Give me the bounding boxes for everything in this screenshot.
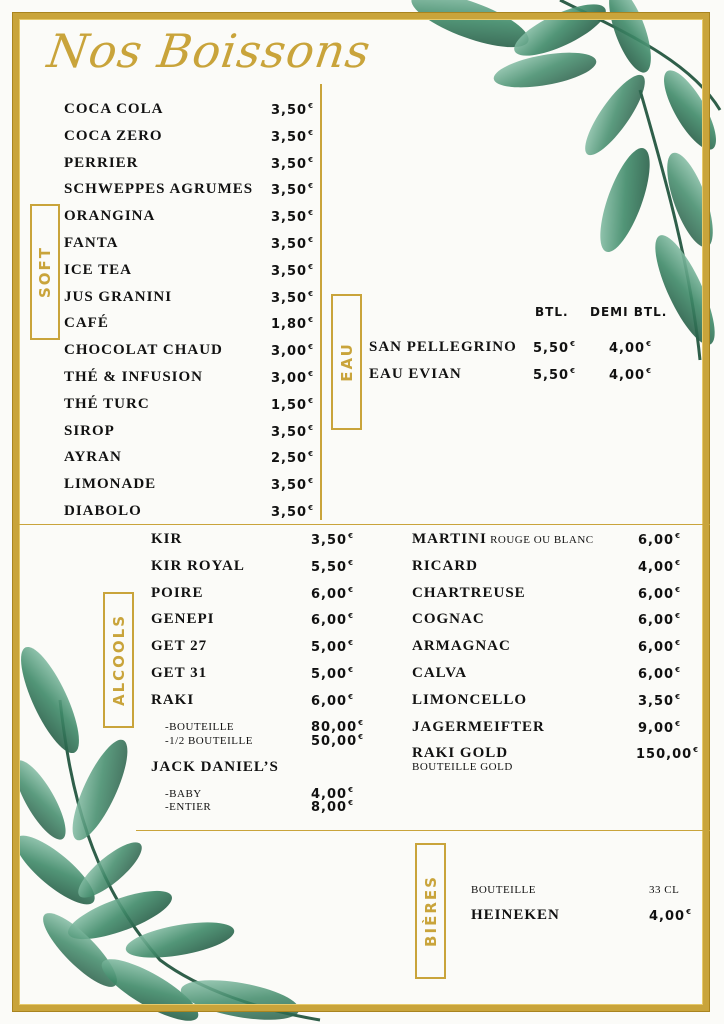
alcool-item-price-value: 6,00 bbox=[638, 586, 675, 602]
alcool-item-name: POIRE bbox=[151, 584, 204, 601]
soft-item-price-value: 3,50 bbox=[271, 156, 308, 172]
soft-item-price-value: 3,50 bbox=[271, 478, 308, 494]
raki-option-name: -BOUTEILLE bbox=[165, 721, 235, 733]
alcool-item-price-value: 6,00 bbox=[311, 613, 348, 629]
soft-item-price bbox=[271, 477, 314, 493]
soft-item-price-value: 2,50 bbox=[271, 451, 308, 467]
alcool-item-price-value: 9,00 bbox=[638, 720, 675, 736]
alcool-item-name: GET 31 bbox=[151, 665, 208, 681]
alcool-item-price bbox=[311, 612, 354, 628]
category-soft: SOFT bbox=[30, 204, 60, 340]
alcool-item-label: JAGERMEIFTER bbox=[412, 718, 545, 735]
jack-daniels-name: JACK DANIEL’S bbox=[151, 759, 279, 775]
alcool-item-price-value: 3,50 bbox=[311, 533, 348, 548]
soft-item-name: LIMONADE bbox=[64, 476, 157, 493]
euro-sign: € bbox=[675, 639, 681, 648]
alcool-item-price bbox=[638, 666, 681, 682]
alcool-item-price-value: 5,00 bbox=[311, 667, 348, 682]
alcool-item-price bbox=[638, 586, 681, 602]
biere-item-price bbox=[649, 908, 692, 924]
alcool-item-price bbox=[636, 746, 699, 762]
euro-sign: € bbox=[570, 340, 576, 348]
soft-item-price bbox=[271, 370, 314, 386]
alcool-item-name: RAKI bbox=[151, 691, 195, 708]
euro-sign: € bbox=[348, 786, 354, 794]
alcool-item-name bbox=[412, 638, 511, 655]
alcool-item-price bbox=[311, 693, 354, 709]
alcool-item-price-value: 6,00 bbox=[311, 693, 348, 709]
alcool-item-price-value: 6,00 bbox=[638, 533, 675, 548]
euro-sign: € bbox=[308, 289, 314, 298]
jack-option-price bbox=[311, 799, 354, 815]
category-alcools: ALCOOLS bbox=[103, 592, 134, 728]
euro-sign: € bbox=[348, 532, 354, 540]
alcool-item-name bbox=[412, 585, 526, 602]
euro-sign: € bbox=[308, 477, 314, 486]
soft-item-price bbox=[271, 504, 314, 520]
euro-sign: € bbox=[675, 719, 681, 728]
euro-sign: € bbox=[308, 316, 314, 325]
raki-option-name: -1/2 BOUTEILLE bbox=[165, 735, 253, 747]
soft-item-price-value: 3,50 bbox=[271, 424, 308, 440]
alcool-item-price-value: 6,00 bbox=[638, 667, 675, 682]
euro-sign: € bbox=[308, 396, 314, 405]
alcool-item-price-value: 4,00 bbox=[638, 559, 675, 575]
soft-item-price-value: 3,00 bbox=[271, 344, 308, 360]
euro-sign: € bbox=[693, 746, 700, 755]
euro-sign: € bbox=[348, 558, 354, 567]
alcool-item-name: KIR bbox=[151, 531, 183, 547]
euro-sign: € bbox=[646, 367, 652, 375]
soft-item-name: CHOCOLAT CHAUD bbox=[64, 342, 223, 359]
soft-item-name: SCHWEPPES AGRUMES bbox=[64, 181, 254, 198]
euro-sign: € bbox=[675, 692, 681, 701]
divider-horizontal-bottom bbox=[136, 830, 710, 831]
alcool-item-price-value: 5,00 bbox=[311, 640, 348, 656]
euro-sign: € bbox=[308, 128, 314, 137]
eau-item-btl bbox=[533, 340, 576, 356]
category-bieres: BIÈRES bbox=[415, 843, 446, 979]
alcool-item-label: COGNAC bbox=[412, 611, 485, 628]
alcool-item-price bbox=[311, 532, 354, 548]
euro-sign: € bbox=[308, 423, 314, 432]
euro-sign: € bbox=[358, 733, 364, 741]
soft-item-price bbox=[271, 424, 314, 440]
raki-option-price-value: 80,00 bbox=[311, 720, 358, 735]
euro-sign: € bbox=[308, 370, 314, 378]
alcool-item-name: KIR ROYAL bbox=[151, 557, 245, 574]
soft-item-price bbox=[271, 209, 314, 225]
category-eau: EAU bbox=[331, 294, 362, 430]
jack-option-name: -BABY bbox=[165, 788, 202, 800]
bieres-header-type: BOUTEILLE bbox=[471, 884, 536, 896]
bieres-header-size: 33 CL bbox=[649, 884, 680, 896]
alcool-item-price-value: 5,50 bbox=[311, 559, 348, 575]
euro-sign: € bbox=[675, 585, 681, 594]
euro-sign: € bbox=[675, 612, 681, 621]
eau-item-btl-value: 5,50 bbox=[533, 341, 570, 356]
alcool-item-name: GET 27 bbox=[151, 638, 208, 655]
alcool-item-name bbox=[412, 611, 485, 628]
soft-item-price bbox=[271, 316, 314, 332]
biere-item-name: HEINEKEN bbox=[471, 907, 560, 923]
euro-sign: € bbox=[686, 908, 692, 916]
soft-item-name: CAFÉ bbox=[64, 315, 109, 332]
soft-item-price-value: 3,50 bbox=[271, 183, 308, 199]
alcool-item-name bbox=[412, 558, 478, 575]
euro-sign: € bbox=[348, 639, 354, 648]
euro-sign: € bbox=[348, 692, 354, 701]
alcool-item-name bbox=[412, 692, 527, 709]
alcool-item-label: ARMAGNAC bbox=[412, 638, 511, 655]
alcool-item-label: CALVA bbox=[412, 665, 468, 681]
soft-item-price-value: 3,50 bbox=[271, 263, 308, 279]
eau-item-demi bbox=[609, 340, 652, 356]
alcool-item-price bbox=[638, 720, 681, 736]
soft-item-name: COCA COLA bbox=[64, 101, 164, 117]
soft-item-price-value: 3,50 bbox=[271, 129, 308, 145]
soft-item-name: PERRIER bbox=[64, 154, 139, 171]
alcool-item-name bbox=[412, 531, 594, 548]
euro-sign: € bbox=[348, 799, 354, 807]
euro-sign: € bbox=[675, 558, 681, 567]
page-title: Nos Boissons bbox=[44, 24, 375, 78]
alcool-item-price bbox=[638, 693, 681, 709]
euro-sign: € bbox=[570, 367, 576, 375]
alcool-item-price bbox=[311, 666, 354, 682]
euro-sign: € bbox=[675, 532, 681, 540]
alcool-item-label: CHARTREUSE bbox=[412, 584, 526, 601]
alcool-item-price bbox=[311, 559, 354, 575]
soft-item-price bbox=[271, 343, 314, 359]
eau-item-btl-value: 5,50 bbox=[533, 368, 570, 383]
alcool-item-price-value: 6,00 bbox=[638, 640, 675, 656]
alcool-item-price bbox=[311, 586, 354, 602]
alcool-item-price bbox=[638, 532, 681, 548]
eau-item-btl bbox=[533, 367, 576, 383]
jack-option-name: -ENTIER bbox=[165, 801, 212, 813]
euro-sign: € bbox=[675, 666, 681, 674]
euro-sign: € bbox=[646, 340, 652, 348]
alcool-item-label: RAKI GOLD bbox=[412, 745, 509, 762]
euro-sign: € bbox=[308, 102, 314, 110]
alcool-item-price-value: 6,00 bbox=[311, 586, 348, 602]
soft-item-price-value: 1,50 bbox=[271, 397, 308, 413]
soft-item-name: AYRAN bbox=[64, 449, 122, 466]
eau-item-demi-value: 4,00 bbox=[609, 341, 646, 356]
jack-option-price-value: 8,00 bbox=[311, 800, 348, 815]
alcool-item-price bbox=[638, 639, 681, 655]
soft-item-price bbox=[271, 450, 314, 466]
euro-sign: € bbox=[348, 666, 354, 674]
soft-item-name: JUS GRANINI bbox=[64, 288, 173, 305]
soft-item-name: COCA ZERO bbox=[64, 127, 163, 144]
soft-item-name: FANTA bbox=[64, 235, 119, 251]
eau-header-demi: DEMI BTL. bbox=[590, 305, 668, 319]
eau-header-btl: BTL. bbox=[535, 305, 569, 319]
alcool-item-name bbox=[412, 719, 545, 736]
divider-soft-vertical bbox=[320, 84, 322, 520]
eau-item-name: SAN PELLEGRINO bbox=[369, 339, 517, 355]
euro-sign: € bbox=[308, 182, 314, 191]
soft-item-price bbox=[271, 290, 314, 306]
alcool-item-name bbox=[412, 665, 467, 682]
soft-item-name: THÉ & INFUSION bbox=[64, 369, 204, 385]
alcool-item-price-value: 150,00 bbox=[636, 747, 693, 763]
soft-item-price-value: 3,50 bbox=[271, 505, 308, 520]
soft-item-price-value: 1,80 bbox=[271, 317, 308, 333]
divider-horizontal-top bbox=[14, 524, 710, 525]
alcool-item-label: RICARD bbox=[412, 557, 478, 574]
soft-item-price-value: 3,50 bbox=[271, 290, 308, 306]
soft-item-price-value: 3,50 bbox=[271, 210, 308, 226]
eau-item-demi bbox=[609, 367, 652, 383]
euro-sign: € bbox=[308, 343, 314, 352]
raki-option-price-value: 50,00 bbox=[311, 734, 358, 749]
alcool-item-price bbox=[638, 559, 681, 575]
soft-item-name: ORANGINA bbox=[64, 208, 156, 225]
euro-sign: € bbox=[348, 612, 354, 621]
soft-item-price-value: 3,50 bbox=[271, 103, 308, 118]
alcool-item-note: ROUGE OU BLANC bbox=[486, 534, 594, 546]
biere-item-price-value: 4,00 bbox=[649, 909, 686, 924]
alcool-item-name bbox=[412, 745, 508, 762]
soft-item-name: ICE TEA bbox=[64, 261, 132, 278]
eau-item-name: EAU EVIAN bbox=[369, 366, 462, 382]
euro-sign: € bbox=[308, 262, 314, 271]
soft-item-price bbox=[271, 129, 314, 145]
soft-item-price bbox=[271, 156, 314, 172]
jack-option-price-value: 4,00 bbox=[311, 787, 348, 802]
euro-sign: € bbox=[308, 504, 314, 512]
soft-item-price-value: 3,50 bbox=[271, 237, 308, 252]
alcool-item-price bbox=[638, 612, 681, 628]
soft-item-price bbox=[271, 263, 314, 279]
soft-item-price bbox=[271, 236, 314, 252]
soft-item-price bbox=[271, 182, 314, 198]
soft-item-name: DIABOLO bbox=[64, 503, 142, 519]
alcool-item-label: LIMONCELLO bbox=[412, 691, 528, 708]
euro-sign: € bbox=[348, 585, 354, 594]
alcool-item-price-value: 3,50 bbox=[638, 693, 675, 709]
euro-sign: € bbox=[358, 719, 364, 727]
eau-item-demi-value: 4,00 bbox=[609, 368, 646, 383]
alcool-item-sub: BOUTEILLE GOLD bbox=[412, 761, 513, 774]
euro-sign: € bbox=[308, 236, 314, 244]
raki-option-price bbox=[311, 733, 364, 749]
soft-item-name: SIROP bbox=[64, 422, 115, 439]
euro-sign: € bbox=[308, 209, 314, 218]
alcool-item-price-value: 6,00 bbox=[638, 613, 675, 629]
alcool-item-name: GENEPI bbox=[151, 611, 215, 628]
euro-sign: € bbox=[308, 450, 314, 459]
soft-item-name: THÉ TURC bbox=[64, 395, 150, 412]
soft-item-price bbox=[271, 102, 314, 118]
euro-sign: € bbox=[308, 155, 314, 164]
soft-item-price-value: 3,00 bbox=[271, 371, 308, 386]
alcool-item-label: MARTINI bbox=[412, 531, 487, 547]
alcool-item-price bbox=[311, 639, 354, 655]
soft-item-price bbox=[271, 397, 314, 413]
